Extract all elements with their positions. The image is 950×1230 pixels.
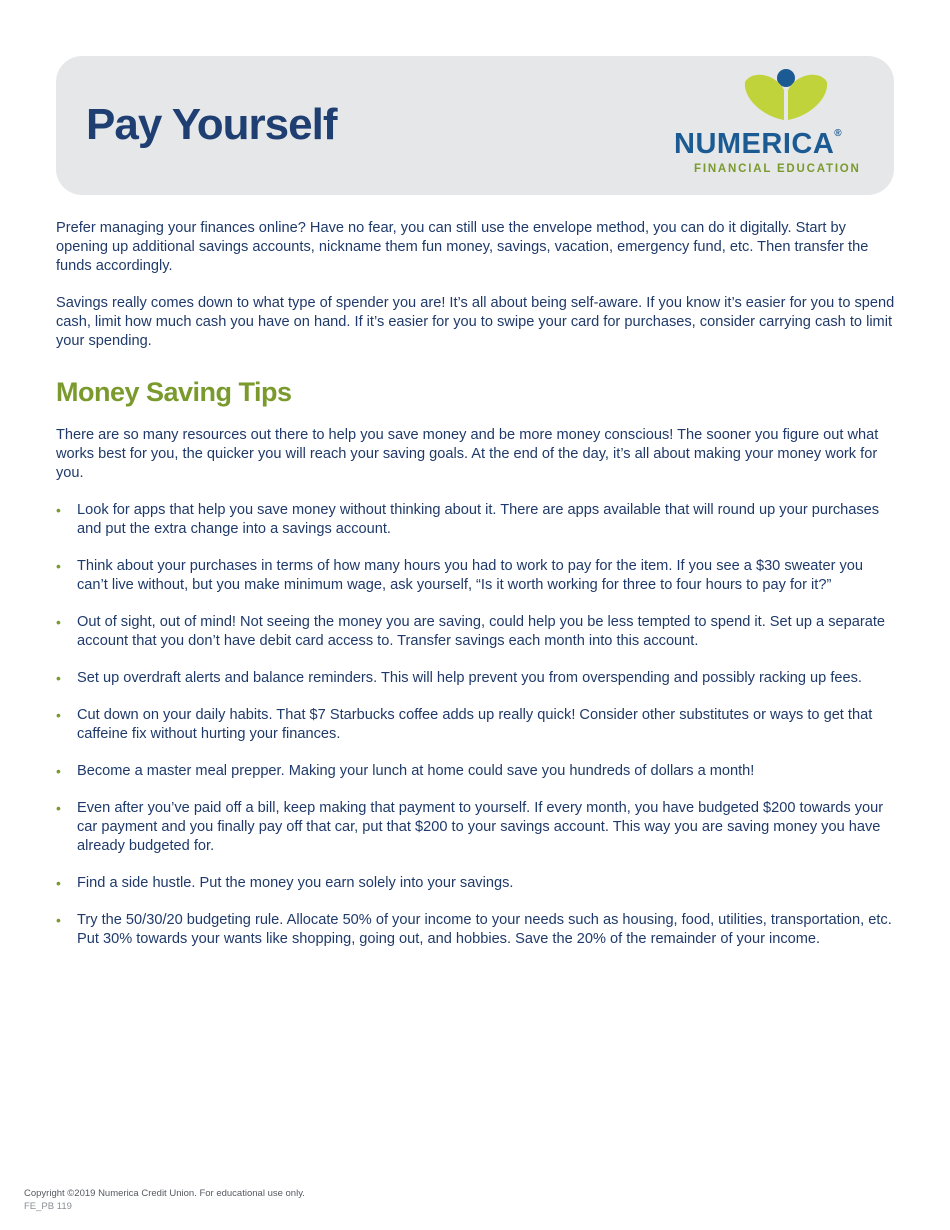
intro-paragraph-1: Prefer managing your finances online? Have no fear, you can still use the envelope method, you can do it digitally. Start by opening up additional savings accounts, nickname them fun money, savings, vacation, emergency fund, etc. Then transfer the funds accordingly. <box>56 220 869 274</box>
bullet-icon: • <box>56 614 61 630</box>
page-title: Pay Yourself <box>86 100 337 149</box>
footer-document-code: FE_PB 119 <box>24 1201 72 1212</box>
tip-text: Think about your purchases in terms of how many hours you had to work to pay for the item. If you see a $30 sweater you can’t live without, but you make minimum wage, ask yourself, “Is it worth working for three to four hours to pay for it?” <box>77 558 864 593</box>
list-item <box>56 501 896 539</box>
tip-text: Try the 50/30/20 budgeting rule. Allocate 50% of your income to your needs such as housing, food, utilities, transportation, etc. Put 30% towards your wants like shopping, going out, and hobbies. Save the 20% of the remainder of your income. <box>77 912 892 947</box>
tips-list <box>56 501 896 949</box>
footer <box>24 1187 305 1213</box>
tip-text: Cut down on your daily habits. That $7 Starbucks coffee adds up really quick! Consider other substitutes or ways to get that caffeine fix without hurting your finances. <box>77 707 873 742</box>
list-item <box>56 799 896 856</box>
tip-text: Even after you’ve paid off a bill, keep making that payment to yourself. If every month, you have budgeted $200 towards your car payment and you finally pay off that car, put that $200 to your savings account. This way you are saving money you have already budgeted for. <box>77 800 884 854</box>
logo-wordmark-text: NUMERICA <box>674 128 835 160</box>
main-content <box>56 219 896 967</box>
bullet-icon: • <box>56 707 61 723</box>
tip-text: Set up overdraft alerts and balance reminders. This will help prevent you from overspending and possibly racking up fees. <box>77 670 862 686</box>
numerica-logo <box>664 68 864 180</box>
bullet-icon: • <box>56 763 61 779</box>
logo-registered-mark: ® <box>834 128 843 139</box>
list-item <box>56 613 896 651</box>
bullet-icon: • <box>56 558 61 574</box>
tips-intro-paragraph: There are so many resources out there to help you save money and be more money conscious! The sooner you figure out what works best for you, the quicker you will reach your saving goals. At the end of the day, it’s all about making your money work for you. <box>56 427 879 481</box>
tip-text: Find a side hustle. Put the money you earn solely into your savings. <box>77 875 514 891</box>
list-item <box>56 669 896 688</box>
section-heading-money-saving-tips: Money Saving Tips <box>56 377 292 407</box>
list-item <box>56 706 896 744</box>
bullet-icon: • <box>56 875 61 891</box>
list-item <box>56 874 896 893</box>
footer-copyright: Copyright ©2019 Numerica Credit Union. For educational use only. <box>24 1188 305 1199</box>
bullet-icon: • <box>56 670 61 686</box>
numerica-logo-mark-icon <box>744 68 828 126</box>
list-item <box>56 762 896 781</box>
logo-tagline: FINANCIAL EDUCATION <box>694 163 861 175</box>
logo-wordmark <box>674 128 842 161</box>
list-item <box>56 911 896 949</box>
bullet-icon: • <box>56 800 61 816</box>
bullet-icon: • <box>56 912 61 928</box>
bullet-icon: • <box>56 502 61 518</box>
header-banner <box>56 56 894 195</box>
tip-text: Out of sight, out of mind! Not seeing the money you are saving, could help you be less tempted to spend it. Set up a separate account that you don’t have debit card access to. Transfer savings each month into this account. <box>77 614 886 649</box>
intro-paragraph-2: Savings really comes down to what type of spender you are! It’s all about being self-aware. If you know it’s easier for you to spend cash, limit how much cash you have on hand. If it’s easier for you to swipe your card for purchases, consider carrying cash to limit your spending. <box>56 295 895 349</box>
tip-text: Become a master meal prepper. Making your lunch at home could save you hundreds of dollars a month! <box>77 763 755 779</box>
tip-text: Look for apps that help you save money without thinking about it. There are apps available that will round up your purchases and put the extra change into a savings account. <box>77 502 880 537</box>
list-item <box>56 557 896 595</box>
